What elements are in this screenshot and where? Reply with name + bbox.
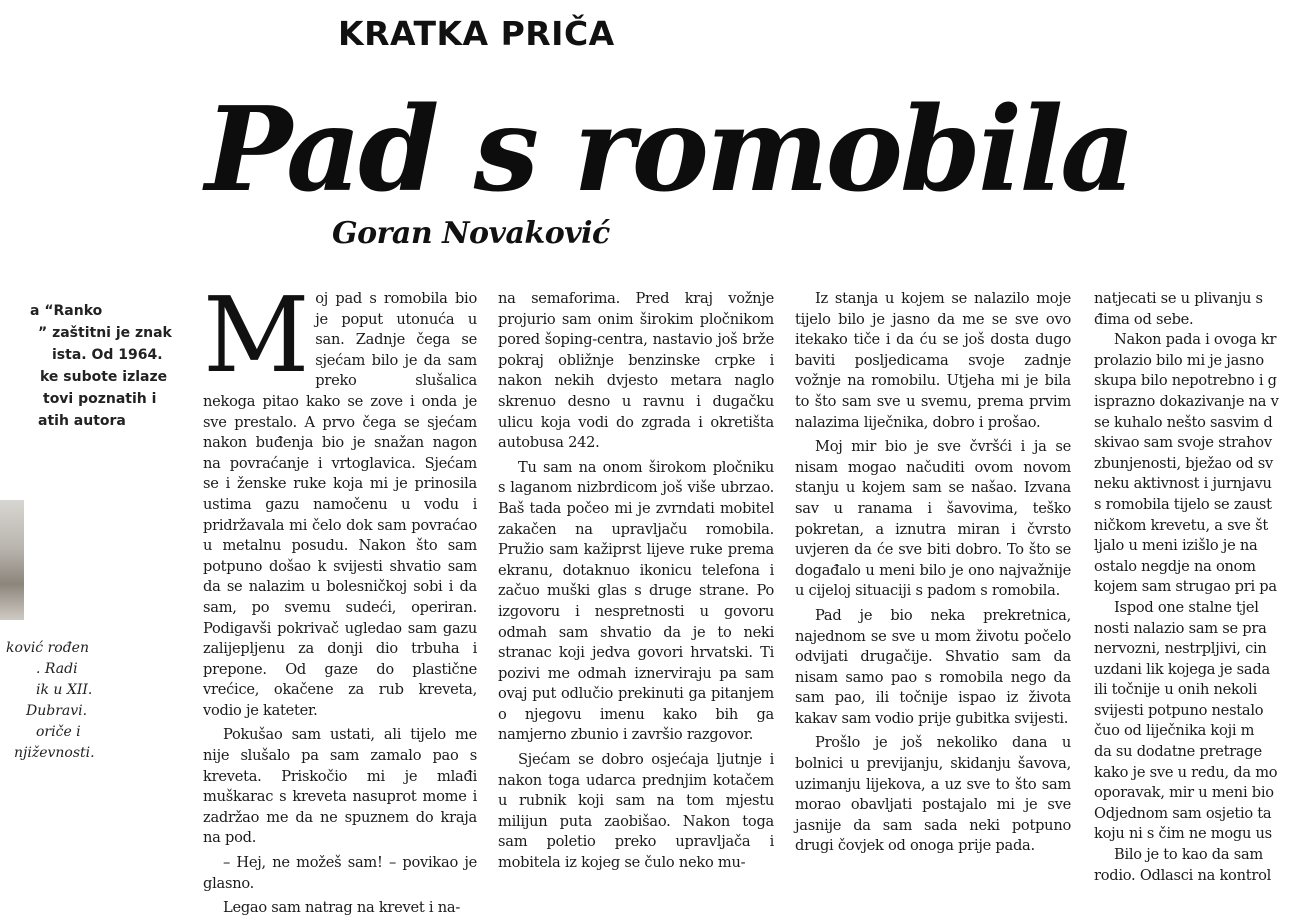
paragraph-line: se kuhalo nešto sasvim d [1094, 413, 1273, 431]
paragraph: Pad je bio neka prekretnica, najednom se sve u mom životu počelo odvijati drugačije. Shvatio sam da nisam samo pao s romobila nego da sam pao, ili točnije ispao iz života kakav sam vodio prije gubitka svijesti. [795, 606, 1071, 727]
paragraph-line: zbunjenosti, bježao od sv [1094, 454, 1274, 472]
paragraph: Sjećam se dobro osjećaja ljutnje i nakon toga udarca prednjim kotačem u rubnik koji sam na tom mjestu milijun puta zaobišao. Nakon toga sam poletio preko upravljača i mobitela iz kojeg se čulo neko mu- [498, 751, 774, 872]
sidebar-line: atih autora [38, 413, 126, 429]
paragraph-line: natjecati se u plivanju s [1094, 290, 1263, 307]
paragraph-line: ljalo u meni izišlo je na [1094, 537, 1258, 555]
paragraph-line: koju ni s čim ne mogu us [1094, 825, 1272, 843]
drop-cap: M [203, 274, 310, 396]
caption-line: oriče i [36, 724, 81, 740]
paragraph: Moj mir bio je sve čvršći i ja se nisam mogao načuditi ovom novom stanju u kojem sam se našao. Izvana sav u ranama i šavovima, teško pokretan, a iznutra miran i čvrsto uvjeren da će sve biti dobro. To što se događalo u meni bilo je ono najvažnije u cijeloj situaciji s padom s romobila. [795, 438, 1071, 600]
sidebar-info-box [0, 300, 172, 432]
paragraph-line: Odjednom sam osjetio ta [1094, 804, 1272, 822]
caption-line: ik u XII. [36, 682, 93, 698]
paragraph-line: neku aktivnost i jurnjavu [1094, 475, 1272, 493]
article-column-4 [1094, 289, 1294, 884]
paragraph-line: skivao sam svoje strahov [1094, 434, 1272, 452]
article-title: Pad s romobila [205, 82, 1133, 218]
paragraph-line: Ispod one stalne tjel [1114, 598, 1259, 616]
sidebar-line: ista. Od 1964. [52, 347, 163, 363]
paragraph-text: oj pad s romobila bio je poput utonuća u san. Zadnje čega se sjećam bilo je da sam preko slušalica nekoga pitao kako se zove i onda je sve prestalo. A prvo čega se sjećam nakon buđenja bio je snažan nagon na povraćanje i vrtoglavica. Sjećam se i ženske ruke koja mi je prinosila ustima gazu namočenu u vodu i pridržavala mi čelo dok sam povraćao u metalnu posudu. Nakon što sam potpuno došao k svijesti shvatio sam da se nalazim u bolesničkoj sobi i da sam, po svemu sudeći, operiran. Podigavši pokrivač ugledao sam gazu zalijepljenu za donji dio trbuha i prepone. Od gaze do plastične vrećice, okačene za rub kreveta, vodio je kateter. [203, 290, 477, 719]
paragraph [203, 274, 477, 721]
paragraph: – Hej, ne možeš sam! – povikao je glasno. [203, 854, 477, 892]
sidebar-line: ke subote izlaze [40, 369, 168, 385]
paragraph-line: ničkom krevetu, a sve št [1094, 516, 1268, 534]
sidebar-line: ” zaštitni je znak [38, 325, 172, 341]
paragraph-line: nervozni, nestrpljivi, cin [1094, 640, 1267, 658]
caption-line: njiževnosti. [14, 745, 95, 761]
paragraph: Iz stanja u kojem se nalazilo moje tijelo bilo je jasno da me se sve ovo itekako tiče i da ću se još dosta dugo baviti posljedicama svoje zadnje vožnje na romobilu. Utjeha mi je bila to što sam sve u svemu, prema prvim nalazima liječnika, dobro i prošao. [795, 290, 1071, 431]
paragraph-line: svijesti potpuno nestalo [1094, 701, 1264, 719]
paragraph-line: oporavak, mir u meni bio [1094, 784, 1274, 802]
paragraph-line: čuo od liječnika koji m [1094, 722, 1255, 740]
paragraph-line: prolazio bilo mi je jasno [1094, 351, 1264, 369]
paragraph: Prošlo je još nekoliko dana u bolnici u previjanju, skidanju šavova, uzimanju lijekova, a uz sve to što sam morao obavljati postajalo mi je sve jasnije da sam sada neki potpuno drugi čovjek od onoga prije pada. [795, 734, 1071, 855]
sidebar-line: tovi poznatih i [43, 391, 157, 407]
paragraph: na semaforima. Pred kraj vožnje projurio sam onim širokim pločnikom pored šoping-centra, nastavio još brže pokraj obližnje benzinske crpke i nakon nekih dvjesto metara naglo skrenuo desno u ravnu i dugačku ulicu koja vodi do zgrada i okretišta autobusa 242. [498, 290, 774, 452]
author-photo [0, 500, 24, 620]
paragraph-line: Bilo je to kao da sam [1114, 846, 1264, 864]
paragraph-line: đima od sebe. [1094, 310, 1194, 328]
paragraph-line: Nakon pada i ovoga kr [1114, 331, 1277, 349]
paragraph-line: ostalo negdje na onom [1094, 557, 1256, 575]
photo-caption [0, 638, 150, 764]
paragraph-line: ili točnije u onih nekoli [1094, 681, 1258, 699]
caption-line: Dubravi. [26, 703, 88, 719]
article-column-3 [795, 289, 1071, 853]
paragraph-line: uzdani lik kojega je sada [1094, 660, 1270, 678]
paragraph-line: s romobila tijelo se zaust [1094, 495, 1272, 513]
article-column-1 [203, 274, 477, 917]
paragraph: Pokušao sam ustati, ali tijelo me nije slušalo pa sam zamalo pao s kreveta. Priskočio mi je mlađi muškarac s kreveta nasuprot mome i zadržao me da ne spuznem do kraja na pod. [203, 726, 477, 847]
article-author: Goran Novaković [332, 216, 610, 251]
paragraph: Legao sam natrag na krevet i na- [223, 899, 461, 917]
paragraph-line: kako je sve u redu, da mo [1094, 763, 1278, 781]
paragraph: Tu sam na onom širokom pločniku s laganom nizbrdicom još više ubrzao. Baš tada počeo mi je zvrndati mobitel zakačen na upravljaču romobila. Pružio sam kažiprst lijeve ruke prema ekranu, dotaknuo ikonicu telefona i začuo muški glas s druge strane. Po izgovoru i nespretnosti u govoru odmah sam shvatio da je to neki stranac koji jedva govori hrvatski. Ti pozivi me odmah iznerviraju pa sam ovaj put odlučio prekinuti ga pitanjem o njegovu imenu kako bih ga namjerno zbunio i završio razgovor. [498, 458, 774, 744]
paragraph-line: da su dodatne pretrage [1094, 743, 1262, 761]
paragraph-line: isprazno dokazivanje na v [1094, 392, 1279, 410]
article-column-2 [498, 289, 774, 872]
caption-line: . Radi [36, 661, 78, 677]
sidebar-line: a “Ranko [30, 303, 103, 319]
paragraph-line: kojem sam strugao pri pa [1094, 578, 1277, 596]
paragraph-line: nosti nalazio sam se pra [1094, 619, 1267, 637]
caption-line: ković rođen [6, 640, 89, 656]
section-label: KRATKA PRIČA [338, 14, 615, 53]
paragraph-line: skupa bilo nepotrebno i g [1094, 372, 1277, 390]
paragraph-line: rodio. Odlasci na kontrol [1094, 866, 1272, 884]
